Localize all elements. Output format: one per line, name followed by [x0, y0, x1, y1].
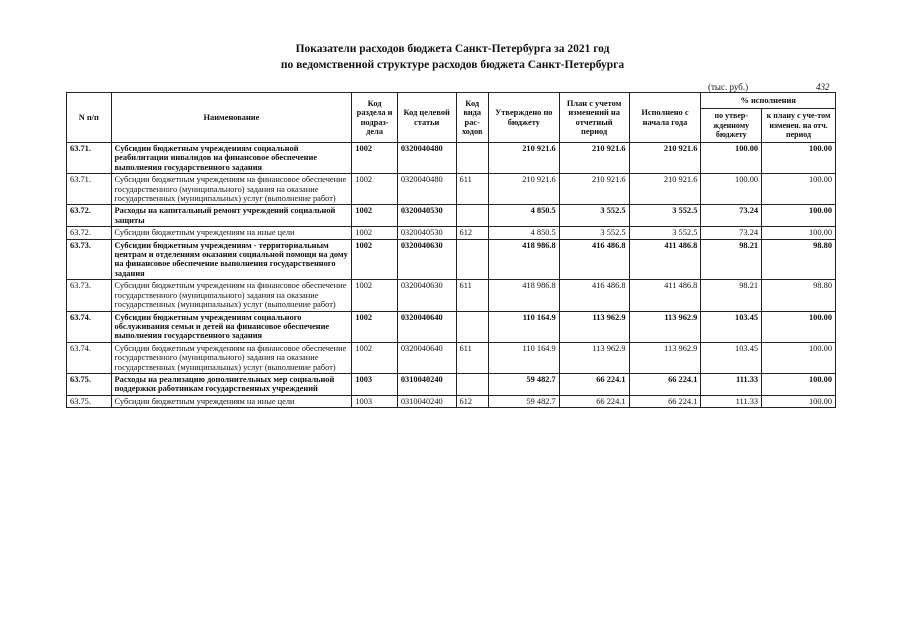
cell-section-code: 1003: [352, 395, 398, 407]
cell-target-code: 0310040240: [397, 373, 456, 395]
cell-pct-plan: 98.80: [762, 239, 836, 280]
cell-num: 63.72.: [67, 227, 112, 239]
cell-num: 63.75.: [67, 395, 112, 407]
cell-executed: 66 224.1: [629, 373, 701, 395]
cell-pct-plan: 100.00: [762, 205, 836, 227]
cell-num: 63.74.: [67, 342, 112, 373]
cell-section-code: 1002: [352, 174, 398, 205]
header-kind-code: Код вида рас-ходов: [456, 93, 488, 143]
cell-executed: 411 486.8: [629, 239, 701, 280]
cell-target-code: 0320040630: [397, 280, 456, 311]
cell-plan: 210 921.6: [559, 143, 629, 174]
cell-target-code: 0320040640: [397, 342, 456, 373]
cell-section-code: 1002: [352, 143, 398, 174]
cell-plan: 66 224.1: [559, 373, 629, 395]
cell-pct-approved: 73.24: [701, 227, 762, 239]
table-row: [67, 311, 836, 342]
cell-executed: 3 552.5: [629, 227, 701, 239]
cell-plan: 3 552.5: [559, 205, 629, 227]
cell-executed: 210 921.6: [629, 174, 701, 205]
cell-approved: 59 482.7: [488, 395, 559, 407]
units-label: (тыс. руб.): [708, 82, 749, 92]
cell-num: 63.72.: [67, 205, 112, 227]
cell-name: Субсидии бюджетным учреждениям социальной реабилитации инвалидов на финансовое обеспечение выполнения государственного задания: [111, 143, 352, 174]
cell-plan: 113 962.9: [559, 342, 629, 373]
cell-name: Субсидии бюджетным учреждениям социального обслуживания семьи и детей на финансовое обеспечение выполнения государственного задания: [111, 311, 352, 342]
cell-pct-approved: 111.33: [701, 373, 762, 395]
header-percent-group: % исполнения: [701, 93, 836, 109]
cell-approved: 418 986.8: [488, 280, 559, 311]
header-target-code: Код целевой статьи: [397, 93, 456, 143]
cell-approved: 110 164.9: [488, 311, 559, 342]
cell-pct-plan: 100.00: [762, 311, 836, 342]
page-number: 432: [816, 82, 830, 92]
cell-plan: 416 486.8: [559, 280, 629, 311]
cell-approved: 4 850.5: [488, 227, 559, 239]
cell-name: Субсидии бюджетным учреждениям - территориальным центрам и отделениям оказания социальной помощи на дому на финансовое обеспечение выполнения государственного задания: [111, 239, 352, 280]
cell-executed: 113 962.9: [629, 311, 701, 342]
cell-executed: 66 224.1: [629, 395, 701, 407]
cell-pct-approved: 103.45: [701, 342, 762, 373]
cell-pct-approved: 111.33: [701, 395, 762, 407]
cell-section-code: 1002: [352, 280, 398, 311]
table-body: [67, 143, 836, 408]
table-row: [67, 395, 836, 407]
cell-pct-approved: 73.24: [701, 205, 762, 227]
cell-executed: 3 552.5: [629, 205, 701, 227]
cell-kind-code: 611: [456, 342, 488, 373]
cell-target-code: 0320040630: [397, 239, 456, 280]
cell-target-code: 0320040480: [397, 174, 456, 205]
cell-target-code: 0320040640: [397, 311, 456, 342]
cell-num: 63.74.: [67, 311, 112, 342]
header-pct-plan: к плану с уче-том изменен. на отч. период: [762, 109, 836, 143]
cell-approved: 110 164.9: [488, 342, 559, 373]
header-section-code: Код раздела и подраз-дела: [352, 93, 398, 143]
cell-section-code: 1002: [352, 205, 398, 227]
cell-plan: 3 552.5: [559, 227, 629, 239]
cell-num: 63.71.: [67, 174, 112, 205]
table-row: [67, 280, 836, 311]
header-executed: Исполнено с начала года: [629, 93, 701, 143]
report-subtitle: по ведомственной структуре расходов бюджета Санкт-Петербурга: [280, 59, 625, 71]
cell-pct-plan: 100.00: [762, 395, 836, 407]
cell-kind-code: 612: [456, 227, 488, 239]
cell-approved: 4 850.5: [488, 205, 559, 227]
cell-name: Субсидии бюджетным учреждениям на финансовое обеспечение государственного (муниципального) задания на оказание государственных (муниципальных) услуг (выполнение работ): [111, 280, 352, 311]
cell-target-code: 0320040530: [397, 227, 456, 239]
table-row: [67, 373, 836, 395]
cell-pct-plan: 100.00: [762, 143, 836, 174]
table-row: [67, 239, 836, 280]
expenditure-table: [66, 92, 836, 408]
cell-section-code: 1002: [352, 311, 398, 342]
cell-plan: 113 962.9: [559, 311, 629, 342]
header-num: N п/п: [67, 93, 112, 143]
cell-approved: 210 921.6: [488, 143, 559, 174]
cell-target-code: 0320040530: [397, 205, 456, 227]
cell-pct-plan: 100.00: [762, 373, 836, 395]
table-row: [67, 174, 836, 205]
cell-pct-plan: 98.80: [762, 280, 836, 311]
cell-pct-approved: 100.00: [701, 143, 762, 174]
table-row: [67, 143, 836, 174]
cell-pct-approved: 98.21: [701, 239, 762, 280]
cell-num: 63.75.: [67, 373, 112, 395]
cell-plan: 210 921.6: [559, 174, 629, 205]
cell-kind-code: 612: [456, 395, 488, 407]
cell-kind-code: 611: [456, 280, 488, 311]
cell-num: 63.73.: [67, 280, 112, 311]
cell-executed: 411 486.8: [629, 280, 701, 311]
cell-kind-code: [456, 373, 488, 395]
cell-pct-approved: 100.00: [701, 174, 762, 205]
cell-plan: 66 224.1: [559, 395, 629, 407]
cell-kind-code: [456, 239, 488, 280]
table-row: [67, 227, 836, 239]
cell-kind-code: [456, 143, 488, 174]
cell-kind-code: [456, 205, 488, 227]
cell-plan: 416 486.8: [559, 239, 629, 280]
cell-target-code: 0320040480: [397, 143, 456, 174]
cell-name: Субсидии бюджетным учреждениям на иные цели: [111, 395, 352, 407]
cell-section-code: 1003: [352, 373, 398, 395]
cell-pct-approved: 103.45: [701, 311, 762, 342]
cell-name: Субсидии бюджетным учреждениям на финансовое обеспечение государственного (муниципального) задания на оказание государственных (муниципальных) услуг (выполнение работ): [111, 342, 352, 373]
cell-kind-code: [456, 311, 488, 342]
report-title: Показатели расходов бюджета Санкт-Петербурга за 2021 год: [295, 43, 610, 55]
table-row: [67, 205, 836, 227]
header-approved: Утверждено по бюджету: [488, 93, 559, 143]
cell-approved: 210 921.6: [488, 174, 559, 205]
cell-section-code: 1002: [352, 342, 398, 373]
cell-pct-plan: 100.00: [762, 342, 836, 373]
cell-name: Субсидии бюджетным учреждениям на финансовое обеспечение государственного (муниципального) задания на оказание государственных (муниципальных) услуг (выполнение работ): [111, 174, 352, 205]
cell-pct-plan: 100.00: [762, 174, 836, 205]
cell-num: 63.71.: [67, 143, 112, 174]
cell-section-code: 1002: [352, 227, 398, 239]
cell-name: Расходы на капитальный ремонт учреждений социальной защиты: [111, 205, 352, 227]
cell-executed: 210 921.6: [629, 143, 701, 174]
header-pct-approved: по утвер-жденному бюджету: [701, 109, 762, 143]
header-name: Наименование: [111, 93, 352, 143]
cell-kind-code: 611: [456, 174, 488, 205]
cell-pct-plan: 100.00: [762, 227, 836, 239]
cell-num: 63.73.: [67, 239, 112, 280]
cell-pct-approved: 98.21: [701, 280, 762, 311]
cell-target-code: 0310040240: [397, 395, 456, 407]
cell-section-code: 1002: [352, 239, 398, 280]
cell-name: Субсидии бюджетным учреждениям на иные цели: [111, 227, 352, 239]
table-row: [67, 342, 836, 373]
cell-approved: 418 986.8: [488, 239, 559, 280]
cell-executed: 113 962.9: [629, 342, 701, 373]
header-plan: План с учетом изменений на отчетный период: [559, 93, 629, 143]
cell-name: Расходы на реализацию дополнительных мер социальной поддержки работникам государственных учреждений: [111, 373, 352, 395]
cell-approved: 59 482.7: [488, 373, 559, 395]
